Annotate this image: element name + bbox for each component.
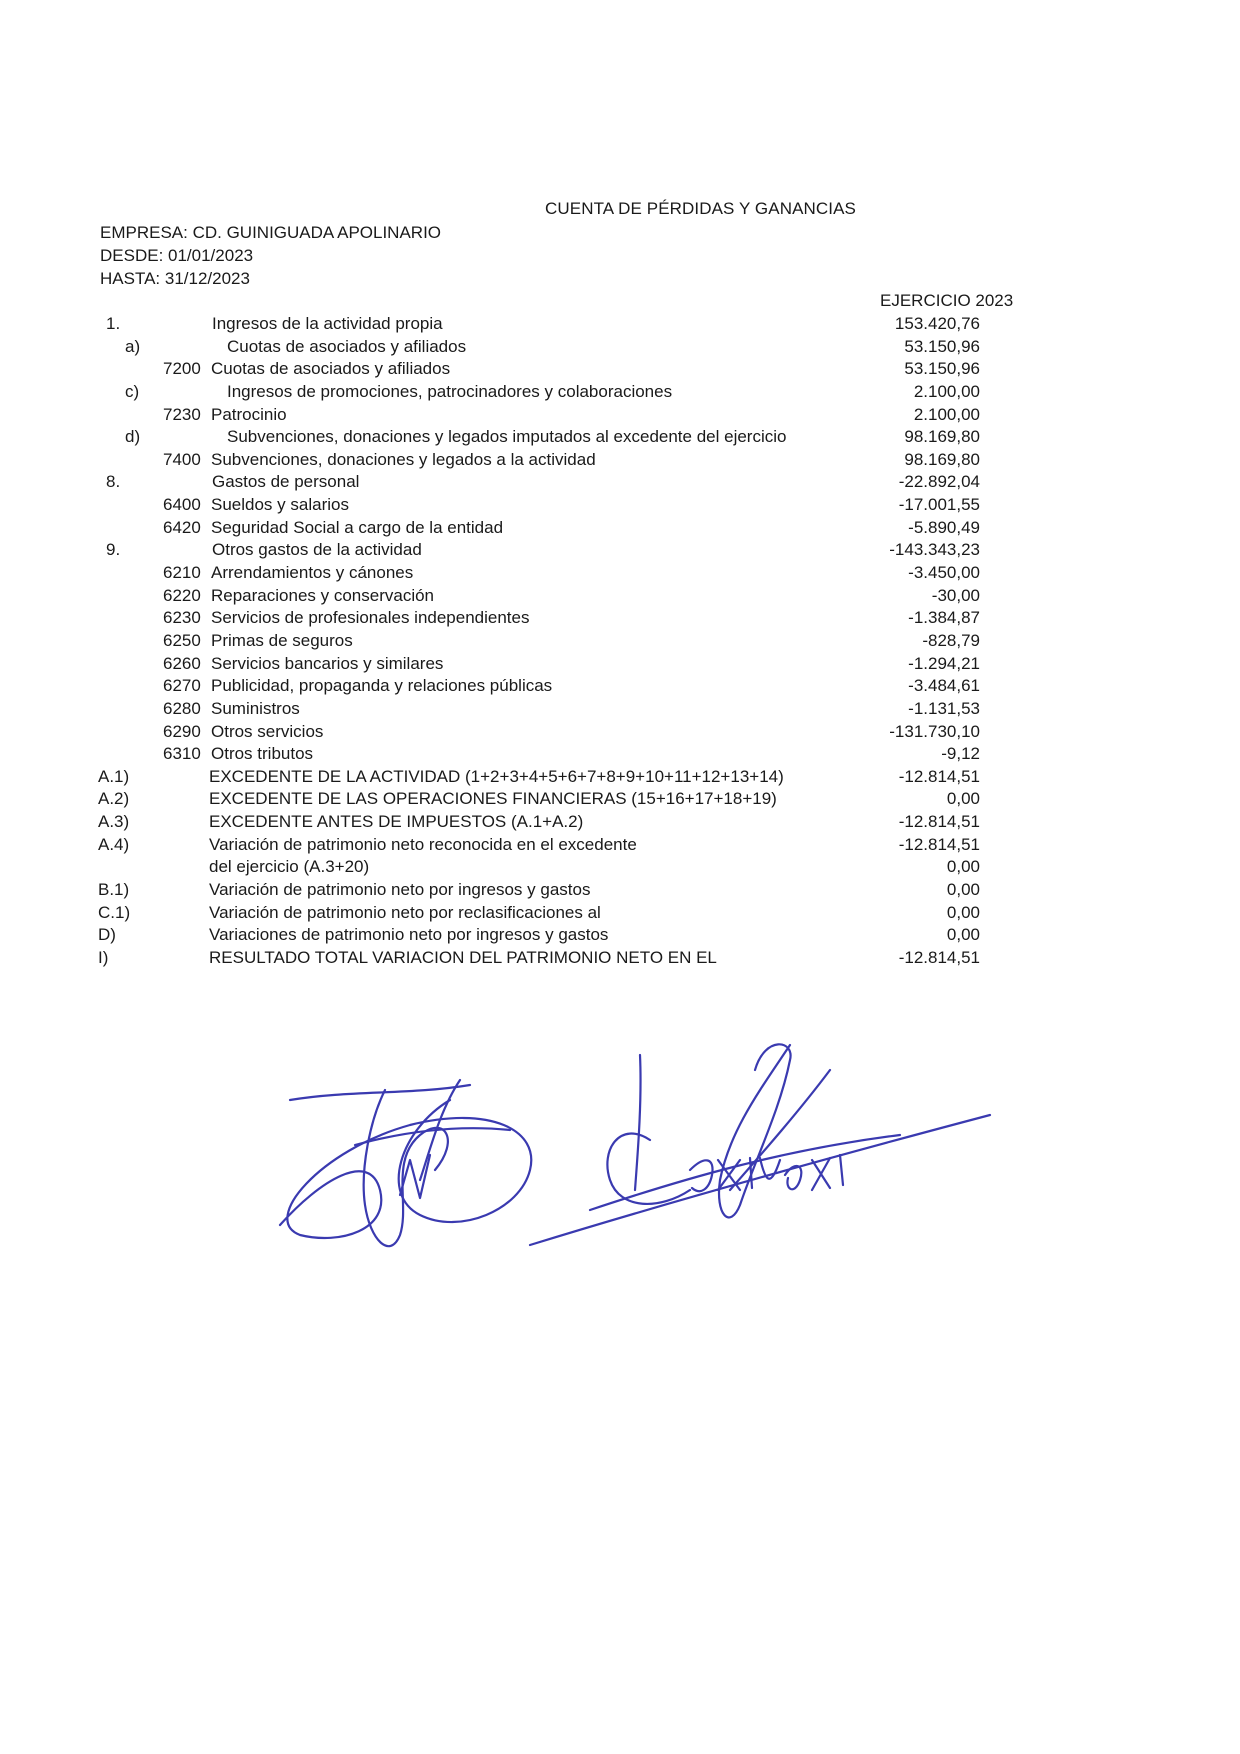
row-code: 6270: [163, 676, 201, 696]
account-table: [0, 313, 1240, 970]
row-label: EXCEDENTE DE LAS OPERACIONES FINANCIERAS (15+16+17+18+19): [209, 789, 777, 809]
row-amount: -1.294,21: [908, 653, 980, 673]
row-amount: -22.892,04: [898, 472, 980, 492]
table-row: [0, 811, 1240, 834]
row-code: 6280: [163, 698, 201, 718]
row-code: B.1): [98, 880, 130, 900]
table-row: [0, 675, 1240, 698]
row-label: Otros servicios: [211, 721, 324, 741]
row-code: D): [98, 925, 116, 945]
row-label: Variación de patrimonio neto por ingresos y gastos: [209, 880, 591, 900]
row-label: Patrocinio: [211, 404, 287, 424]
row-amount: 0,00: [946, 902, 980, 922]
row-code: A.2): [98, 789, 130, 809]
row-code: 6230: [163, 608, 201, 628]
row-amount: -12.814,51: [898, 766, 980, 786]
row-amount: 98.169,80: [904, 427, 980, 447]
table-row: [0, 743, 1240, 766]
row-label: Ingresos de la actividad propia: [212, 314, 443, 333]
table-row: [0, 766, 1240, 789]
row-label: Subvenciones, donaciones y legados a la actividad: [211, 449, 596, 469]
row-amount: 153.420,76: [894, 314, 980, 333]
table-row: [0, 539, 1240, 562]
row-code: 6260: [163, 653, 201, 673]
row-amount: -12.814,51: [898, 834, 980, 854]
table-row: [0, 788, 1240, 811]
row-amount: 53.150,96: [904, 336, 980, 356]
row-code: 6210: [163, 563, 201, 583]
row-amount: 98.169,80: [904, 449, 980, 469]
row-code: 8.: [106, 472, 121, 492]
date-from: DESDE: 01/01/2023: [100, 246, 254, 265]
row-label: Cuotas de asociados y afiliados: [227, 336, 467, 356]
row-amount: -3.450,00: [908, 563, 980, 583]
table-row: [0, 698, 1240, 721]
row-label: Otros gastos de la actividad: [212, 540, 422, 560]
document-title: CUENTA DE PÉRDIDAS Y GANANCIAS: [545, 199, 856, 218]
table-row: [0, 336, 1240, 359]
table-row: [0, 834, 1240, 857]
row-amount: 0,00: [946, 925, 980, 945]
table-row: [0, 494, 1240, 517]
row-amount: -5.890,49: [908, 517, 980, 537]
row-code: 7400: [163, 449, 201, 469]
row-code: A.3): [98, 812, 130, 832]
row-label: Servicios bancarios y similares: [211, 653, 444, 673]
row-label: Reparaciones y conservación: [211, 585, 435, 605]
row-code: 9.: [106, 540, 121, 560]
row-label: Subvenciones, donaciones y legados imputados al excedente del ejercicio: [227, 427, 787, 447]
table-row: [0, 902, 1240, 925]
row-label: Seguridad Social a cargo de la entidad: [211, 517, 504, 537]
row-amount: -12.814,51: [898, 812, 980, 832]
row-label: EXCEDENTE DE LA ACTIVIDAD (1+2+3+4+5+6+7+8+9+10+11+12+13+14): [209, 766, 784, 786]
table-row: [0, 630, 1240, 653]
row-code: 1.: [106, 314, 121, 333]
row-label: Variación de patrimonio neto por reclasificaciones al: [209, 902, 601, 922]
row-code: I): [98, 947, 109, 967]
row-amount: -1.384,87: [908, 608, 980, 628]
row-amount: 0,00: [946, 857, 980, 877]
row-label: Primas de seguros: [211, 630, 353, 650]
row-label: Sueldos y salarios: [211, 495, 349, 515]
table-row: [0, 562, 1240, 585]
row-amount: -30,00: [931, 585, 980, 605]
table-row: [0, 924, 1240, 947]
row-amount: -828,79: [922, 630, 980, 650]
row-label: RESULTADO TOTAL VARIACION DEL PATRIMONIO NETO EN EL: [209, 947, 717, 967]
row-amount: -9,12: [941, 744, 980, 764]
table-row: [0, 426, 1240, 449]
row-code: 6250: [163, 630, 201, 650]
row-code: 6420: [163, 517, 201, 537]
row-label: Gastos de personal: [212, 472, 360, 492]
date-to: HASTA: 31/12/2023: [100, 269, 250, 288]
table-row: [0, 607, 1240, 630]
row-amount: 0,00: [946, 789, 980, 809]
row-label: EXCEDENTE ANTES DE IMPUESTOS (A.1+A.2): [209, 812, 584, 832]
row-code: a): [125, 336, 141, 356]
row-label: Variaciones de patrimonio neto por ingresos y gastos: [209, 925, 609, 945]
row-amount: -3.484,61: [908, 676, 980, 696]
table-row: [0, 381, 1240, 404]
row-code: 7200: [163, 359, 201, 379]
row-label: Servicios de profesionales independientes: [211, 608, 530, 628]
company-name: EMPRESA: CD. GUINIGUADA APOLINARIO: [100, 223, 442, 242]
table-row: [0, 358, 1240, 381]
row-label: del ejercicio (A.3+20): [209, 857, 370, 877]
column-header-year: EJERCICIO 2023: [880, 291, 1014, 310]
table-row: [0, 879, 1240, 902]
row-amount: 2.100,00: [913, 404, 980, 424]
table-row: [0, 947, 1240, 970]
row-code: A.1): [98, 766, 130, 786]
row-label: Arrendamientos y cánones: [211, 563, 414, 583]
table-row: [0, 856, 1240, 879]
row-code: A.4): [98, 834, 130, 854]
row-code: c): [125, 381, 140, 401]
table-row: [0, 517, 1240, 540]
row-code: 6310: [163, 744, 201, 764]
row-amount: -143.343,23: [889, 540, 980, 560]
row-code: d): [125, 427, 141, 447]
row-label: Otros tributos: [211, 744, 314, 764]
row-label: Suministros: [211, 698, 300, 718]
row-label: Variación de patrimonio neto reconocida en el excedente: [209, 834, 637, 854]
row-amount: -131.730,10: [889, 721, 980, 741]
table-row: [0, 471, 1240, 494]
row-amount: -12.814,51: [898, 947, 980, 967]
table-row: [0, 313, 1240, 336]
row-amount: -1.131,53: [908, 698, 980, 718]
table-row: [0, 653, 1240, 676]
row-amount: 0,00: [946, 880, 980, 900]
row-code: 7230: [163, 404, 201, 424]
row-code: 6220: [163, 585, 201, 605]
row-label: Ingresos de promociones, patrocinadores y colaboraciones: [227, 381, 673, 401]
row-code: 6290: [163, 721, 201, 741]
row-amount: 53.150,96: [904, 359, 980, 379]
handwritten-signature: [260, 1030, 1020, 1320]
row-amount: -17.001,55: [898, 495, 980, 515]
table-row: [0, 449, 1240, 472]
row-label: Cuotas de asociados y afiliados: [211, 359, 451, 379]
table-row: [0, 404, 1240, 427]
row-label: Publicidad, propaganda y relaciones públicas: [211, 676, 553, 696]
row-code: 6400: [163, 495, 201, 515]
table-row: [0, 585, 1240, 608]
row-amount: 2.100,00: [913, 381, 980, 401]
table-row: [0, 721, 1240, 744]
row-code: C.1): [98, 902, 131, 922]
